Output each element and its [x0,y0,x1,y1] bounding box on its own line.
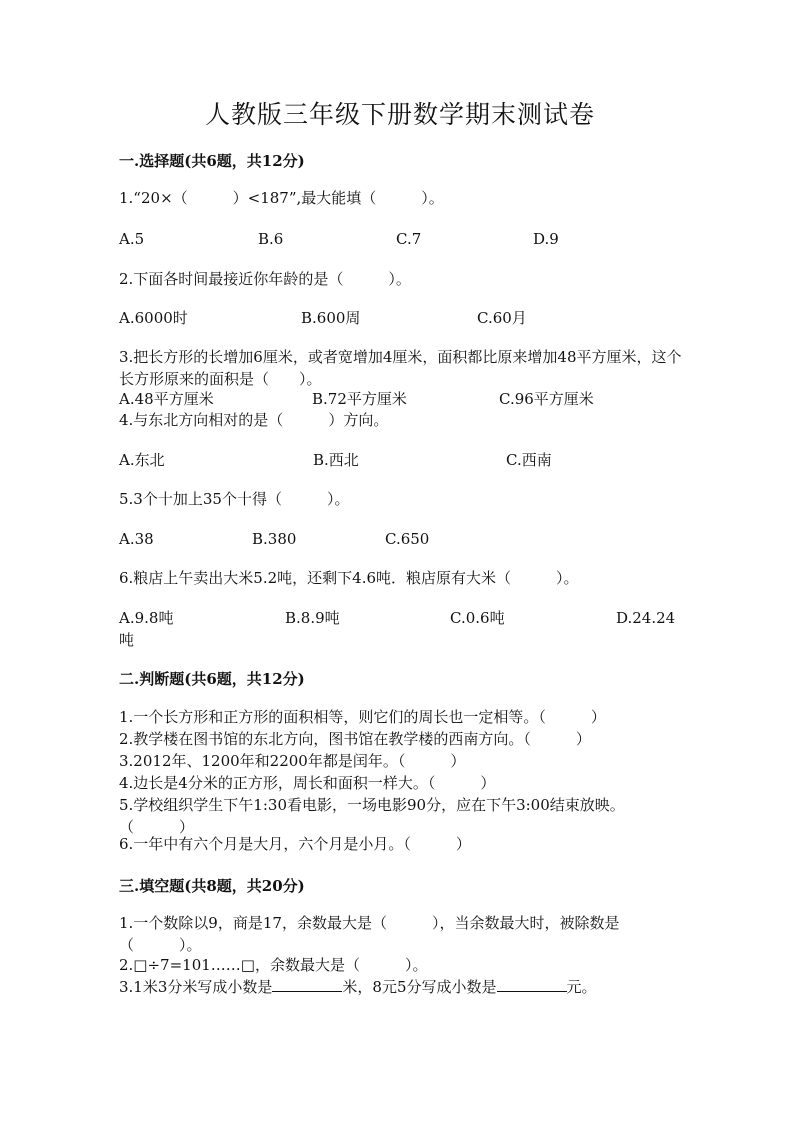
choice-question-6: 6.粮店上午卖出大米5.2吨，还剩下4.6吨．粮店原有大米（ ）。 [119,569,579,587]
choice-q4-option-c[interactable]: C.西南 [506,451,552,469]
section-heading-fill: 三.填空题(共8题，共20分) [119,877,305,895]
choice-q3-option-c[interactable]: C.96平方厘米 [499,390,594,408]
fill-q3-text-b: 米，8元5分写成小数是 [342,978,497,996]
choice-question-1: 1.“20×（ ）<187”,最大能填（ ）。 [119,189,444,207]
choice-q1-option-d[interactable]: D.9 [533,230,559,248]
fill-question-1: 1.一个数除以9，商是17，余数最大是（ ），当余数最大时，被除数是（ ）。 [119,914,620,954]
judge-question-1: 1.一个长方形和正方形的面积相等，则它们的周长也一定相等。（ ） [119,708,606,726]
choice-q4-option-b[interactable]: B.西北 [313,451,359,469]
choice-q6-option-d[interactable]: D.24.24吨 [119,609,676,649]
choice-q5-option-a[interactable]: A.38 [119,530,154,548]
section-heading-choice: 一.选择题(共6题，共12分) [119,152,305,170]
section-heading-judge: 二.判断题(共6题，共12分) [119,670,305,688]
choice-question-4: 4.与东北方向相对的是（ ）方向。 [119,411,389,429]
choice-question-2: 2.下面各时间最接近你年龄的是（ ）。 [119,270,411,288]
choice-q3-option-b[interactable]: B.72平方厘米 [312,390,407,408]
choice-q6-option-b[interactable]: B.8.9吨 [285,609,340,627]
fill-q3-text-a: 3.1米3分米写成小数是 [119,978,273,996]
page-title: 人教版三年级下册数学期末测试卷 [204,100,595,129]
choice-q2-option-c[interactable]: C.60月 [477,309,527,327]
fill-q3-text-c: 元。 [566,978,597,996]
fill-question-3 [119,976,684,998]
choice-question-3: 3.把长方形的长增加6厘米，或者宽增加4厘米，面积都比原来增加48平方厘米，这个长方形原来的面积是（ ）。 [119,348,682,388]
choice-q4-option-a[interactable]: A.东北 [119,451,165,469]
choice-q3-option-a[interactable]: A.48平方厘米 [119,390,214,408]
choice-q5-option-c[interactable]: C.650 [385,530,430,548]
judge-question-5: 5.学校组织学生下午1:30看电影，一场电影90分，应在下午3:00结束放映。（ ） [119,796,625,836]
judge-question-3: 3.2012年、1200年和2200年都是闰年。（ ） [119,752,466,770]
fill-question-2: 2.□÷7=101……□，余数最大是（ ）。 [119,956,428,974]
judge-question-4: 4.边长是4分米的正方形，周长和面积一样大。（ ） [119,774,496,792]
judge-question-6: 6.一年中有六个月是大月，六个月是小月。（ ） [119,835,471,853]
choice-q1-option-c[interactable]: C.7 [396,230,422,248]
choice-q2-option-a[interactable]: A.6000时 [119,309,188,327]
choice-q2-option-b[interactable]: B.600周 [301,309,361,327]
choice-q1-option-a[interactable]: A.5 [119,230,145,248]
choice-q6-option-c[interactable]: C.0.6吨 [450,609,505,627]
choice-q5-option-b[interactable]: B.380 [252,530,297,548]
choice-q1-option-b[interactable]: B.6 [258,230,284,248]
fill-q3-blank-1[interactable] [272,977,342,992]
choice-question-5: 5.3个十加上35个十得（ ）。 [119,490,350,508]
choice-q6-option-a[interactable]: A.9.8吨 [119,609,174,627]
fill-q3-blank-2[interactable] [497,977,567,992]
judge-question-2: 2.教学楼在图书馆的东北方向，图书馆在教学楼的西南方向。（ ） [119,730,591,748]
